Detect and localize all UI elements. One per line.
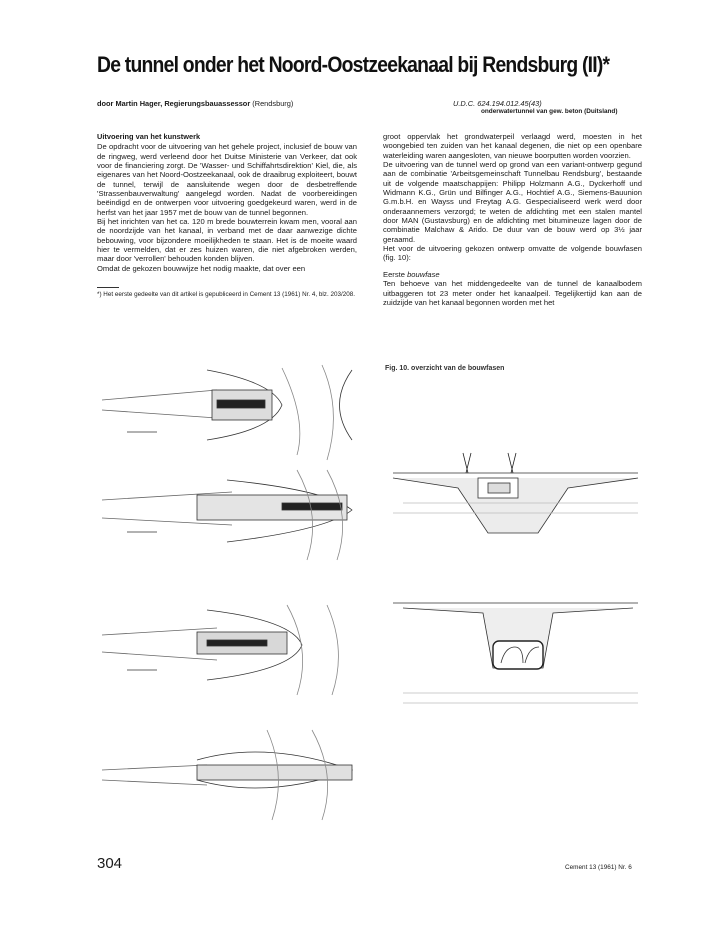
left-column <box>97 132 357 300</box>
paragraph: Ten behoeve van het middengedeelte van de tunnel de kanaalbodem uitbaggeren tot 23 meter onder het kanaalpeil. Tegelijkertijd kan aan de zuidzijde van het kanaal begonnen worden met het <box>383 279 642 307</box>
journal-reference: Cement 13 (1961) Nr. 6 <box>565 864 632 871</box>
plan-phase-4 <box>102 730 352 820</box>
paragraph: Bij het inrichten van het ca. 120 m brede bouwterrein kwam men, vooral aan de noordzijde van het kanaal, in verband met de daar aanwezige dichte bebouwing, voor bijzondere moeilijkheden te staan. Het is de moeite waard hier te vermelden, dat er zes huizen waren, die niet afgebroken werden, maar door 'verrollen' behouden konden blijven. <box>97 217 357 264</box>
paragraph: De opdracht voor de uitvoering van het gehele project, inclusief de bouw van de ringweg, werd verleend door het Duitse Ministerie van Verkeer, dat ook voor de financiering zorgt. De 'Wasser- und Schiffahrtsdirektion' Kiel, die, als eigenares van het Noord-Oostzeekanaal, ook de draaibrug exploiteert, bouwt de tunnel, terwijl de aansluitende wegen door de desbetreffende 'Strassenbauverwaltung' aangelegd worden. Nadat de voorbereidingen beëindigd en de ontwerpen voor uitvoering goedgekeurd waren, werd in de herfst van het jaar 1957 met de bouw van de tunnel begonnen. <box>97 142 357 217</box>
paragraph: Omdat de gekozen bouwwijze het nodig maakte, dat over een <box>97 263 306 273</box>
subsection-heading-prefix: Eerste <box>383 269 405 279</box>
subsection-heading-italic: bouwfase <box>407 269 440 279</box>
byline <box>97 99 293 108</box>
udc-subject: onderwatertunnel van gew. beton (Duitsland) <box>481 108 618 115</box>
cross-section-1 <box>393 453 638 533</box>
plan-phase-2 <box>102 470 352 560</box>
paragraph: Het voor de uitvoering gekozen ontwerp omvatte de volgende bouwfasen (fig. 10): <box>383 244 642 263</box>
author-location: (Rendsburg) <box>252 99 294 108</box>
construction-phase-sections-figure <box>383 358 645 728</box>
subsection-heading <box>383 270 642 279</box>
paragraph: groot oppervlak het grondwaterpeil verlaagd werd, moesten in het woongebied ten zuiden van het kanaal degenen, die niet op een openbare waterleiding waren aangesloten, van nieuwe boorputten worden voorzien. <box>383 132 642 160</box>
figure-caption: Fig. 10. overzicht van de bouwfasen <box>385 365 505 372</box>
construction-phase-plans-figure <box>97 360 373 830</box>
article-title: De tunnel onder het Noord-Oostzeekanaal bij Rendsburg (II)* <box>97 52 610 77</box>
section-heading: Uitvoering van het kunstwerk <box>97 132 201 141</box>
footnote: *) Het eerste gedeelte van dit artikel is gepubliceerd in Cement 13 (1961) Nr. 4, blz. 203/208. <box>97 291 355 299</box>
author: door Martin Hager, Regierungsbauassessor <box>97 99 251 108</box>
footnote-rule <box>97 287 119 288</box>
paragraph: De uitvoering van de tunnel werd op grond van een variant-ontwerp gegund aan de combinatie 'Arbeitsgemeinschaft Tunnelbau Rendsburg', bestaande uit de volgende maatschappijen: Philipp Holzmann A.G., Dyckerhoff und Widmann K.G., Grün und Bilfinger A.G., Hochtief A.G., Siemens-Bauunion G.m.b.H. en Wayss und Freytag A.G. Gespecialiseerd werk werd door onderaannemers verzorgd; te weten de afdichting met een stalen mantel door MAN (Gustavsburg) en de afdichting met bitumineuze lagen door de combinatie Malchaw & Arido. De duur van de bouw werd op 3½ jaar geraamd. <box>383 160 642 244</box>
plan-phase-3 <box>102 605 338 695</box>
udc-code: U.D.C. 624.194.012.45(43) <box>453 99 542 108</box>
cross-section-2 <box>393 603 638 703</box>
plan-phase-1 <box>102 365 352 460</box>
right-column <box>383 132 642 307</box>
page-number: 304 <box>97 855 123 872</box>
